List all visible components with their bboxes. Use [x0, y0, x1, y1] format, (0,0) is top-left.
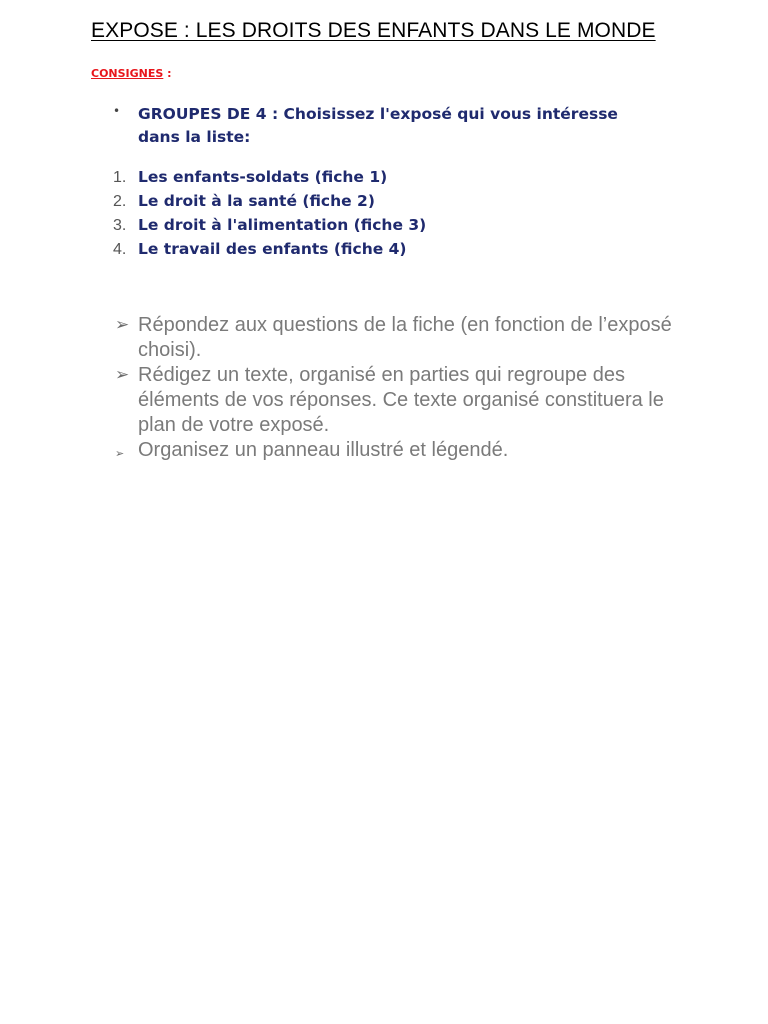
list-item-text: Les enfants-soldats (fiche 1)	[138, 168, 388, 186]
instruction-list	[115, 313, 685, 463]
arrow-bullet-icon: ➢	[115, 447, 125, 460]
list-item-number: 2.	[113, 193, 127, 210]
instruction-text: Rédigez un texte, organisé en parties qui regroupe des éléments de vos réponses. Ce texte organisé constituera le plan de votre exposé.	[138, 364, 664, 436]
arrow-bullet-icon: ➢	[115, 365, 130, 385]
bullet-dot-icon: •	[113, 104, 121, 118]
consignes-heading	[91, 67, 172, 80]
groups-bullet-text: GROUPES DE 4 : Choisissez l'exposé qui vous intéresse dans la liste:	[138, 105, 618, 146]
list-item-number: 3.	[113, 217, 127, 234]
list-item-text: Le droit à la santé (fiche 2)	[138, 192, 375, 210]
instruction-text: Organisez un panneau illustré et légendé.	[138, 439, 509, 461]
instruction-item	[115, 313, 685, 363]
list-item-number: 4.	[113, 241, 127, 258]
instruction-item	[115, 438, 685, 463]
list-item-text: Le travail des enfants (fiche 4)	[138, 240, 407, 258]
consignes-colon: :	[163, 67, 172, 80]
list-item-text: Le droit à l'alimentation (fiche 3)	[138, 216, 427, 234]
arrow-bullet-icon: ➢	[115, 315, 130, 335]
consignes-label: CONSIGNES	[91, 67, 164, 80]
document-title: EXPOSE : LES DROITS DES ENFANTS DANS LE MONDE	[91, 19, 656, 42]
instruction-item	[115, 363, 685, 438]
instruction-text: Répondez aux questions de la fiche (en fonction de l’exposé choisi).	[138, 314, 672, 361]
list-item-number: 1.	[113, 169, 127, 186]
